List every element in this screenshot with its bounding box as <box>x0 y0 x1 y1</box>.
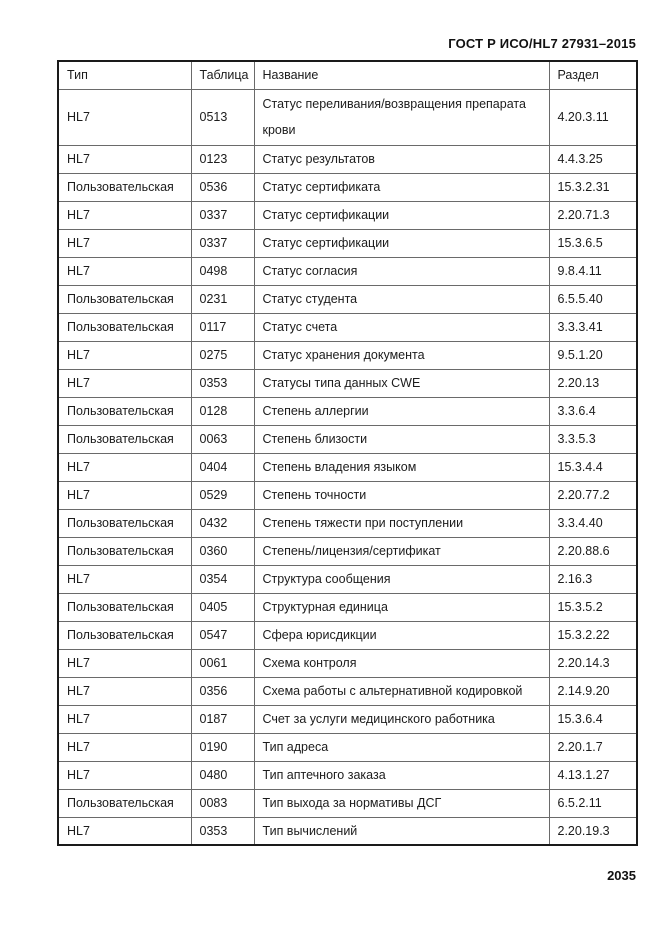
cell-section: 3.3.5.3 <box>549 425 637 453</box>
cell-name: Статус согласия <box>254 257 549 285</box>
cell-section: 15.3.6.4 <box>549 705 637 733</box>
cell-section: 2.20.88.6 <box>549 537 637 565</box>
table-row <box>58 593 637 621</box>
cell-name: Статус сертификации <box>254 229 549 257</box>
cell-table-number: 0353 <box>191 369 254 397</box>
cell-table-number: 0405 <box>191 593 254 621</box>
table-row <box>58 89 637 145</box>
cell-type: Пользовательская <box>58 425 191 453</box>
cell-table-number: 0063 <box>191 425 254 453</box>
cell-table-number: 0480 <box>191 761 254 789</box>
cell-type: Пользовательская <box>58 509 191 537</box>
cell-name: Статусы типа данных CWE <box>254 369 549 397</box>
cell-section: 15.3.5.2 <box>549 593 637 621</box>
cell-type: Пользовательская <box>58 621 191 649</box>
table-row <box>58 789 637 817</box>
cell-name: Счет за услуги медицинского работника <box>254 705 549 733</box>
cell-table-number: 0190 <box>191 733 254 761</box>
cell-name: Степень близости <box>254 425 549 453</box>
cell-type: HL7 <box>58 817 191 845</box>
cell-type: Пользовательская <box>58 313 191 341</box>
cell-type: HL7 <box>58 649 191 677</box>
cell-table-number: 0356 <box>191 677 254 705</box>
table-body <box>58 89 637 845</box>
cell-table-number: 0128 <box>191 397 254 425</box>
column-header-type: Тип <box>58 61 191 89</box>
cell-name: Статус сертификации <box>254 201 549 229</box>
table-row <box>58 201 637 229</box>
cell-section: 15.3.6.5 <box>549 229 637 257</box>
cell-type: HL7 <box>58 565 191 593</box>
cell-section: 2.16.3 <box>549 565 637 593</box>
cell-name: Тип вычислений <box>254 817 549 845</box>
table-row <box>58 313 637 341</box>
table-row <box>58 509 637 537</box>
cell-table-number: 0123 <box>191 145 254 173</box>
table-row <box>58 257 637 285</box>
cell-table-number: 0529 <box>191 481 254 509</box>
table-row <box>58 649 637 677</box>
cell-section: 15.3.2.22 <box>549 621 637 649</box>
table-row <box>58 425 637 453</box>
table-header-row <box>58 61 637 89</box>
cell-type: HL7 <box>58 705 191 733</box>
cell-name: Статус студента <box>254 285 549 313</box>
table-row <box>58 621 637 649</box>
cell-name: Статус хранения документа <box>254 341 549 369</box>
cell-table-number: 0513 <box>191 89 254 145</box>
cell-section: 2.20.71.3 <box>549 201 637 229</box>
table-row <box>58 229 637 257</box>
cell-type: HL7 <box>58 257 191 285</box>
cell-table-number: 0117 <box>191 313 254 341</box>
cell-table-number: 0275 <box>191 341 254 369</box>
cell-section: 2.20.14.3 <box>549 649 637 677</box>
table-row <box>58 145 637 173</box>
cell-name: Тип адреса <box>254 733 549 761</box>
cell-name: Степень тяжести при поступлении <box>254 509 549 537</box>
cell-table-number: 0498 <box>191 257 254 285</box>
cell-table-number: 0083 <box>191 789 254 817</box>
cell-section: 9.5.1.20 <box>549 341 637 369</box>
cell-table-number: 0337 <box>191 229 254 257</box>
cell-section: 4.4.3.25 <box>549 145 637 173</box>
table-row <box>58 537 637 565</box>
cell-name: Статус результатов <box>254 145 549 173</box>
cell-table-number: 0354 <box>191 565 254 593</box>
page-number: 2035 <box>607 868 636 883</box>
cell-type: Пользовательская <box>58 593 191 621</box>
cell-section: 6.5.2.11 <box>549 789 637 817</box>
cell-name: Сфера юрисдикции <box>254 621 549 649</box>
cell-table-number: 0061 <box>191 649 254 677</box>
column-header-name: Название <box>254 61 549 89</box>
cell-name: Степень владения языком <box>254 453 549 481</box>
cell-table-number: 0187 <box>191 705 254 733</box>
cell-name: Степень аллергии <box>254 397 549 425</box>
cell-name: Степень/лицензия/сертификат <box>254 537 549 565</box>
cell-name: Статус сертификата <box>254 173 549 201</box>
cell-name: Структура сообщения <box>254 565 549 593</box>
cell-type: HL7 <box>58 145 191 173</box>
table-row <box>58 733 637 761</box>
cell-type: HL7 <box>58 341 191 369</box>
cell-type: Пользовательская <box>58 537 191 565</box>
cell-section: 3.3.4.40 <box>549 509 637 537</box>
cell-section: 6.5.5.40 <box>549 285 637 313</box>
cell-type: HL7 <box>58 677 191 705</box>
cell-type: HL7 <box>58 89 191 145</box>
cell-table-number: 0360 <box>191 537 254 565</box>
table-row <box>58 761 637 789</box>
hl7-tables-reference-table <box>57 60 638 846</box>
column-header-table-number: Таблица <box>191 61 254 89</box>
cell-table-number: 0353 <box>191 817 254 845</box>
document-standard-header: ГОСТ Р ИСО/HL7 27931–2015 <box>448 36 636 51</box>
cell-section: 2.20.19.3 <box>549 817 637 845</box>
cell-table-number: 0404 <box>191 453 254 481</box>
cell-section: 3.3.6.4 <box>549 397 637 425</box>
cell-type: HL7 <box>58 201 191 229</box>
table-row <box>58 481 637 509</box>
cell-table-number: 0432 <box>191 509 254 537</box>
cell-name: Тип аптечного заказа <box>254 761 549 789</box>
cell-name: Степень точности <box>254 481 549 509</box>
cell-table-number: 0547 <box>191 621 254 649</box>
table-row <box>58 173 637 201</box>
cell-section: 3.3.3.41 <box>549 313 637 341</box>
cell-name: Статус переливания/возвращения препарата крови <box>254 89 549 145</box>
cell-type: Пользовательская <box>58 397 191 425</box>
cell-type: HL7 <box>58 481 191 509</box>
cell-name: Тип выхода за нормативы ДСГ <box>254 789 549 817</box>
cell-type: Пользовательская <box>58 789 191 817</box>
cell-section: 9.8.4.11 <box>549 257 637 285</box>
table-row <box>58 285 637 313</box>
cell-type: HL7 <box>58 453 191 481</box>
table-row <box>58 397 637 425</box>
table-row <box>58 705 637 733</box>
cell-section: 2.20.77.2 <box>549 481 637 509</box>
table-row <box>58 341 637 369</box>
cell-section: 2.14.9.20 <box>549 677 637 705</box>
cell-section: 15.3.4.4 <box>549 453 637 481</box>
cell-section: 4.13.1.27 <box>549 761 637 789</box>
cell-name: Статус счета <box>254 313 549 341</box>
cell-section: 2.20.1.7 <box>549 733 637 761</box>
cell-section: 15.3.2.31 <box>549 173 637 201</box>
table-row <box>58 677 637 705</box>
cell-type: HL7 <box>58 761 191 789</box>
column-header-section: Раздел <box>549 61 637 89</box>
cell-type: HL7 <box>58 229 191 257</box>
table-row <box>58 817 637 845</box>
cell-name: Схема контроля <box>254 649 549 677</box>
table-row <box>58 369 637 397</box>
cell-type: HL7 <box>58 733 191 761</box>
cell-table-number: 0536 <box>191 173 254 201</box>
cell-type: HL7 <box>58 369 191 397</box>
cell-name: Схема работы с альтернативной кодировкой <box>254 677 549 705</box>
table-row <box>58 453 637 481</box>
cell-name: Структурная единица <box>254 593 549 621</box>
table-row <box>58 565 637 593</box>
cell-section: 2.20.13 <box>549 369 637 397</box>
cell-table-number: 0231 <box>191 285 254 313</box>
cell-table-number: 0337 <box>191 201 254 229</box>
cell-type: Пользовательская <box>58 285 191 313</box>
cell-type: Пользовательская <box>58 173 191 201</box>
cell-section: 4.20.3.11 <box>549 89 637 145</box>
